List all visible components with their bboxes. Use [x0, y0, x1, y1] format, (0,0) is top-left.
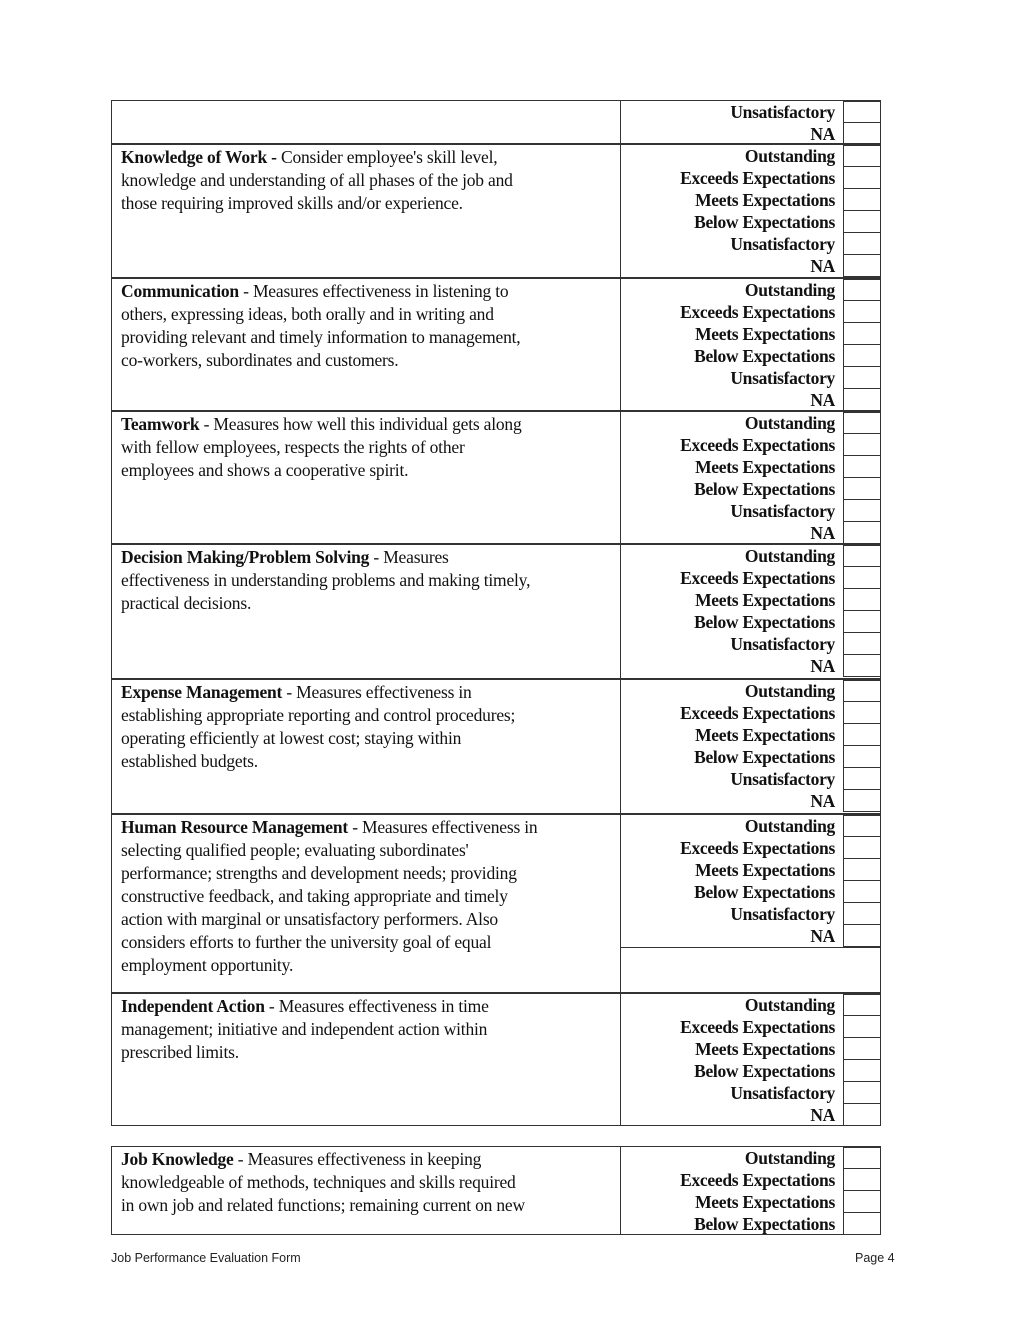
rating-label: Unsatisfactory [730, 634, 835, 654]
rating-label: NA [810, 523, 835, 543]
rating-checkbox[interactable] [843, 345, 881, 367]
rating-checkbox[interactable] [843, 567, 881, 589]
rating-row [621, 724, 881, 746]
rating-row [621, 101, 881, 123]
rating-row [621, 1016, 881, 1038]
rating-row [621, 233, 881, 255]
description-line [121, 280, 612, 303]
description-line: effectiveness in understanding problems and making timely, [121, 570, 531, 590]
rating-row [621, 545, 881, 567]
criterion-independent-action [111, 993, 881, 1126]
rating-label: Exceeds Expectations [680, 568, 835, 588]
rating-checkbox[interactable] [843, 746, 881, 768]
description-line: others, expressing ideas, both orally and in writing and [121, 304, 494, 324]
rating-checkbox[interactable] [843, 768, 881, 790]
criterion-title: Knowledge of Work - [121, 147, 277, 167]
rating-row [621, 655, 881, 677]
description-line: with fellow employees, respects the rights of other [121, 437, 465, 457]
rating-label: NA [810, 1105, 835, 1125]
criterion-text: - Measures how well this individual gets along [199, 414, 522, 434]
criterion-human-resource-management [111, 814, 881, 993]
rating-label: Exceeds Expectations [680, 1017, 835, 1037]
rating-label: Meets Expectations [695, 590, 835, 610]
criterion-description [111, 278, 621, 411]
criterion-knowledge-of-work [111, 144, 881, 278]
rating-checkbox[interactable] [843, 611, 881, 633]
criterion-description [111, 993, 621, 1126]
rating-row [621, 1082, 881, 1104]
rating-row [621, 567, 881, 589]
rating-label: Outstanding [744, 413, 835, 433]
rating-row [621, 1104, 881, 1126]
rating-checkbox[interactable] [843, 279, 881, 301]
rating-checkbox[interactable] [843, 859, 881, 881]
rating-label: Outstanding [744, 681, 835, 701]
rating-checkbox[interactable] [843, 655, 881, 677]
ratings-spacer [621, 947, 881, 992]
rating-checkbox[interactable] [843, 211, 881, 233]
description-line: employees and shows a cooperative spirit. [121, 460, 409, 480]
rating-checkbox[interactable] [843, 994, 881, 1016]
rating-row [621, 167, 881, 189]
rating-label: Unsatisfactory [730, 501, 835, 521]
criterion-title: Decision Making/Problem Solving [121, 547, 370, 567]
rating-label: Unsatisfactory [730, 769, 835, 789]
rating-row [621, 768, 881, 790]
description-line [121, 995, 612, 1018]
rating-row [621, 389, 881, 411]
rating-label: Below Expectations [694, 747, 835, 767]
rating-checkbox[interactable] [843, 123, 881, 145]
rating-checkbox[interactable] [843, 881, 881, 903]
rating-row [621, 301, 881, 323]
rating-row [621, 478, 881, 500]
description-line: practical decisions. [121, 593, 252, 613]
rating-checkbox[interactable] [843, 389, 881, 411]
rating-checkbox[interactable] [843, 500, 881, 522]
rating-label: Exceeds Expectations [680, 1170, 835, 1190]
rating-label: Below Expectations [694, 1061, 835, 1081]
carryover-ratings [621, 100, 881, 144]
criterion-text: - Measures effectiveness in keeping [233, 1149, 482, 1169]
rating-row [621, 746, 881, 768]
rating-row [621, 412, 881, 434]
rating-row [621, 1038, 881, 1060]
criterion-description [111, 544, 621, 679]
rating-checkbox[interactable] [843, 702, 881, 724]
rating-checkbox[interactable] [843, 1169, 881, 1191]
description-line: performance; strengths and development needs; providing [121, 863, 517, 883]
rating-label: Below Expectations [694, 346, 835, 366]
rating-row [621, 123, 881, 145]
rating-row [621, 345, 881, 367]
rating-label: Below Expectations [694, 1214, 835, 1234]
criterion-ratings [621, 278, 881, 411]
description-line [121, 146, 612, 169]
rating-row [621, 611, 881, 633]
criterion-text: - Measures effectiveness in listening to [238, 281, 509, 301]
rating-label: Below Expectations [694, 612, 835, 632]
carryover-description-cell [111, 100, 621, 144]
rating-label: Outstanding [744, 546, 835, 566]
rating-checkbox[interactable] [843, 145, 881, 167]
criterion-title: Teamwork [121, 414, 200, 434]
rating-row [621, 189, 881, 211]
description-line: constructive feedback, and taking appropriate and timely [121, 886, 508, 906]
criterion-decision-making [111, 544, 881, 679]
rating-row [621, 859, 881, 881]
page-number: Page 4 [855, 1251, 895, 1265]
description-line: selecting qualified people; evaluating subordinates' [121, 840, 469, 860]
rating-checkbox[interactable] [843, 1191, 881, 1213]
rating-label: Below Expectations [694, 882, 835, 902]
rating-checkbox[interactable] [843, 1038, 881, 1060]
description-line: knowledgeable of methods, techniques and skills required [121, 1172, 516, 1192]
criterion-title: Job Knowledge [121, 1149, 234, 1169]
rating-label: Unsatisfactory [730, 1083, 835, 1103]
rating-label: Meets Expectations [695, 1039, 835, 1059]
rating-row [621, 211, 881, 233]
rating-checkbox[interactable] [843, 434, 881, 456]
rating-checkbox[interactable] [843, 167, 881, 189]
description-line: prescribed limits. [121, 1042, 239, 1062]
rating-checkbox[interactable] [843, 837, 881, 859]
criterion-text: - Measures [369, 547, 449, 567]
rating-checkbox[interactable] [843, 233, 881, 255]
rating-label: Outstanding [744, 1148, 835, 1168]
rating-row [621, 434, 881, 456]
rating-checkbox[interactable] [843, 1016, 881, 1038]
rating-label: Below Expectations [694, 479, 835, 499]
rating-row [621, 145, 881, 167]
rating-checkbox[interactable] [843, 456, 881, 478]
rating-checkbox[interactable] [843, 323, 881, 345]
criterion-description [111, 679, 621, 814]
description-line: providing relevant and timely information to management, [121, 327, 521, 347]
description-line: operating efficiently at lowest cost; staying within [121, 728, 462, 748]
rating-checkbox[interactable] [843, 903, 881, 925]
criterion-ratings [621, 679, 881, 814]
rating-label: Meets Expectations [695, 725, 835, 745]
rating-row [621, 279, 881, 301]
description-line [121, 546, 612, 569]
description-line [121, 681, 612, 704]
rating-label: Exceeds Expectations [680, 168, 835, 188]
description-line: those requiring improved skills and/or experience. [121, 193, 463, 213]
rating-label: Outstanding [744, 816, 835, 836]
rating-label: Exceeds Expectations [680, 703, 835, 723]
rating-label: NA [810, 926, 835, 946]
rating-row [621, 1060, 881, 1082]
rating-checkbox[interactable] [843, 412, 881, 434]
description-line [121, 1148, 612, 1171]
rating-label: Exceeds Expectations [680, 302, 835, 322]
criterion-title: Human Resource Management [121, 817, 349, 837]
description-line: co-workers, subordinates and customers. [121, 350, 399, 370]
description-line [121, 413, 612, 436]
rating-row [621, 323, 881, 345]
criterion-description [111, 144, 621, 278]
criterion-text: - Measures effectiveness in time [264, 996, 489, 1016]
criterion-ratings [621, 814, 881, 993]
rating-row [621, 837, 881, 859]
criterion-text: - Measures effectiveness in [348, 817, 538, 837]
rating-label: Meets Expectations [695, 1192, 835, 1212]
criterion-ratings [621, 544, 881, 679]
rating-checkbox[interactable] [843, 1060, 881, 1082]
description-line [121, 816, 612, 839]
criterion-text: - Measures effectiveness in [282, 682, 472, 702]
criterion-text: Consider employee's skill level, [276, 147, 498, 167]
rating-label: Outstanding [744, 995, 835, 1015]
description-line: action with marginal or unsatisfactory performers. Also [121, 909, 498, 929]
rating-label: Meets Expectations [695, 457, 835, 477]
rating-checkbox[interactable] [843, 724, 881, 746]
criterion-title: Expense Management [121, 682, 283, 702]
rating-row [621, 456, 881, 478]
rating-row [621, 925, 881, 947]
rating-checkbox[interactable] [843, 478, 881, 500]
rating-checkbox[interactable] [843, 367, 881, 389]
description-line: establishing appropriate reporting and control procedures; [121, 705, 516, 725]
rating-row [621, 500, 881, 522]
rating-label: Meets Expectations [695, 324, 835, 344]
rating-checkbox[interactable] [843, 633, 881, 655]
rating-row [621, 994, 881, 1016]
rating-label: NA [810, 791, 835, 811]
rating-row [621, 702, 881, 724]
description-line: considers efforts to further the university goal of equal [121, 932, 492, 952]
form-name: Job Performance Evaluation Form [111, 1251, 301, 1265]
rating-checkbox[interactable] [843, 815, 881, 837]
rating-checkbox[interactable] [843, 189, 881, 211]
description-line: knowledge and understanding of all phases of the job and [121, 170, 513, 190]
rating-checkbox[interactable] [843, 1213, 881, 1235]
rating-label: Below Expectations [694, 212, 835, 232]
rating-label: Unsatisfactory [730, 102, 835, 122]
rating-row [621, 815, 881, 837]
criterion-description [111, 814, 621, 993]
criterion-description [111, 411, 621, 544]
rating-checkbox[interactable] [843, 680, 881, 702]
rating-label: Exceeds Expectations [680, 838, 835, 858]
rating-checkbox[interactable] [843, 1082, 881, 1104]
rating-label: NA [810, 256, 835, 276]
rating-row [621, 790, 881, 812]
criterion-job-knowledge [111, 1146, 881, 1235]
rating-row [621, 1147, 881, 1169]
rating-label: Unsatisfactory [730, 904, 835, 924]
rating-label: Unsatisfactory [730, 368, 835, 388]
rating-row [621, 633, 881, 655]
rating-checkbox[interactable] [843, 255, 881, 277]
criterion-ratings [621, 1146, 881, 1235]
rating-label: NA [810, 390, 835, 410]
rating-row [621, 680, 881, 702]
rating-row [621, 1191, 881, 1213]
description-line: management; initiative and independent action within [121, 1019, 488, 1039]
criterion-title: Independent Action [121, 996, 265, 1016]
criterion-ratings [621, 144, 881, 278]
criterion-ratings [621, 993, 881, 1126]
rating-row [621, 255, 881, 277]
criterion-teamwork [111, 411, 881, 544]
rating-checkbox[interactable] [843, 301, 881, 323]
rating-label: Exceeds Expectations [680, 435, 835, 455]
rating-checkbox[interactable] [843, 1104, 881, 1126]
criterion-title: Communication [121, 281, 239, 301]
rating-row [621, 367, 881, 389]
rating-label: Meets Expectations [695, 190, 835, 210]
rating-row [621, 1169, 881, 1191]
rating-row [621, 522, 881, 544]
carryover-section [111, 100, 881, 144]
criterion-ratings [621, 411, 881, 544]
description-line: employment opportunity. [121, 955, 294, 975]
rating-row [621, 903, 881, 925]
description-line: established budgets. [121, 751, 258, 771]
criterion-communication [111, 278, 881, 411]
rating-label: Outstanding [744, 280, 835, 300]
rating-checkbox[interactable] [843, 101, 881, 123]
rating-label: NA [810, 124, 835, 144]
rating-checkbox[interactable] [843, 925, 881, 947]
rating-checkbox[interactable] [843, 589, 881, 611]
rating-label: Unsatisfactory [730, 234, 835, 254]
rating-checkbox[interactable] [843, 522, 881, 544]
rating-label: NA [810, 656, 835, 676]
criterion-description [111, 1146, 621, 1235]
rating-checkbox[interactable] [843, 545, 881, 567]
rating-checkbox[interactable] [843, 790, 881, 812]
rating-row [621, 881, 881, 903]
rating-row [621, 1213, 881, 1235]
rating-checkbox[interactable] [843, 1147, 881, 1169]
rating-label: Outstanding [744, 146, 835, 166]
description-line: in own job and related functions; remaining current on new [121, 1195, 525, 1215]
rating-label: Meets Expectations [695, 860, 835, 880]
criterion-expense-management [111, 679, 881, 814]
rating-row [621, 589, 881, 611]
